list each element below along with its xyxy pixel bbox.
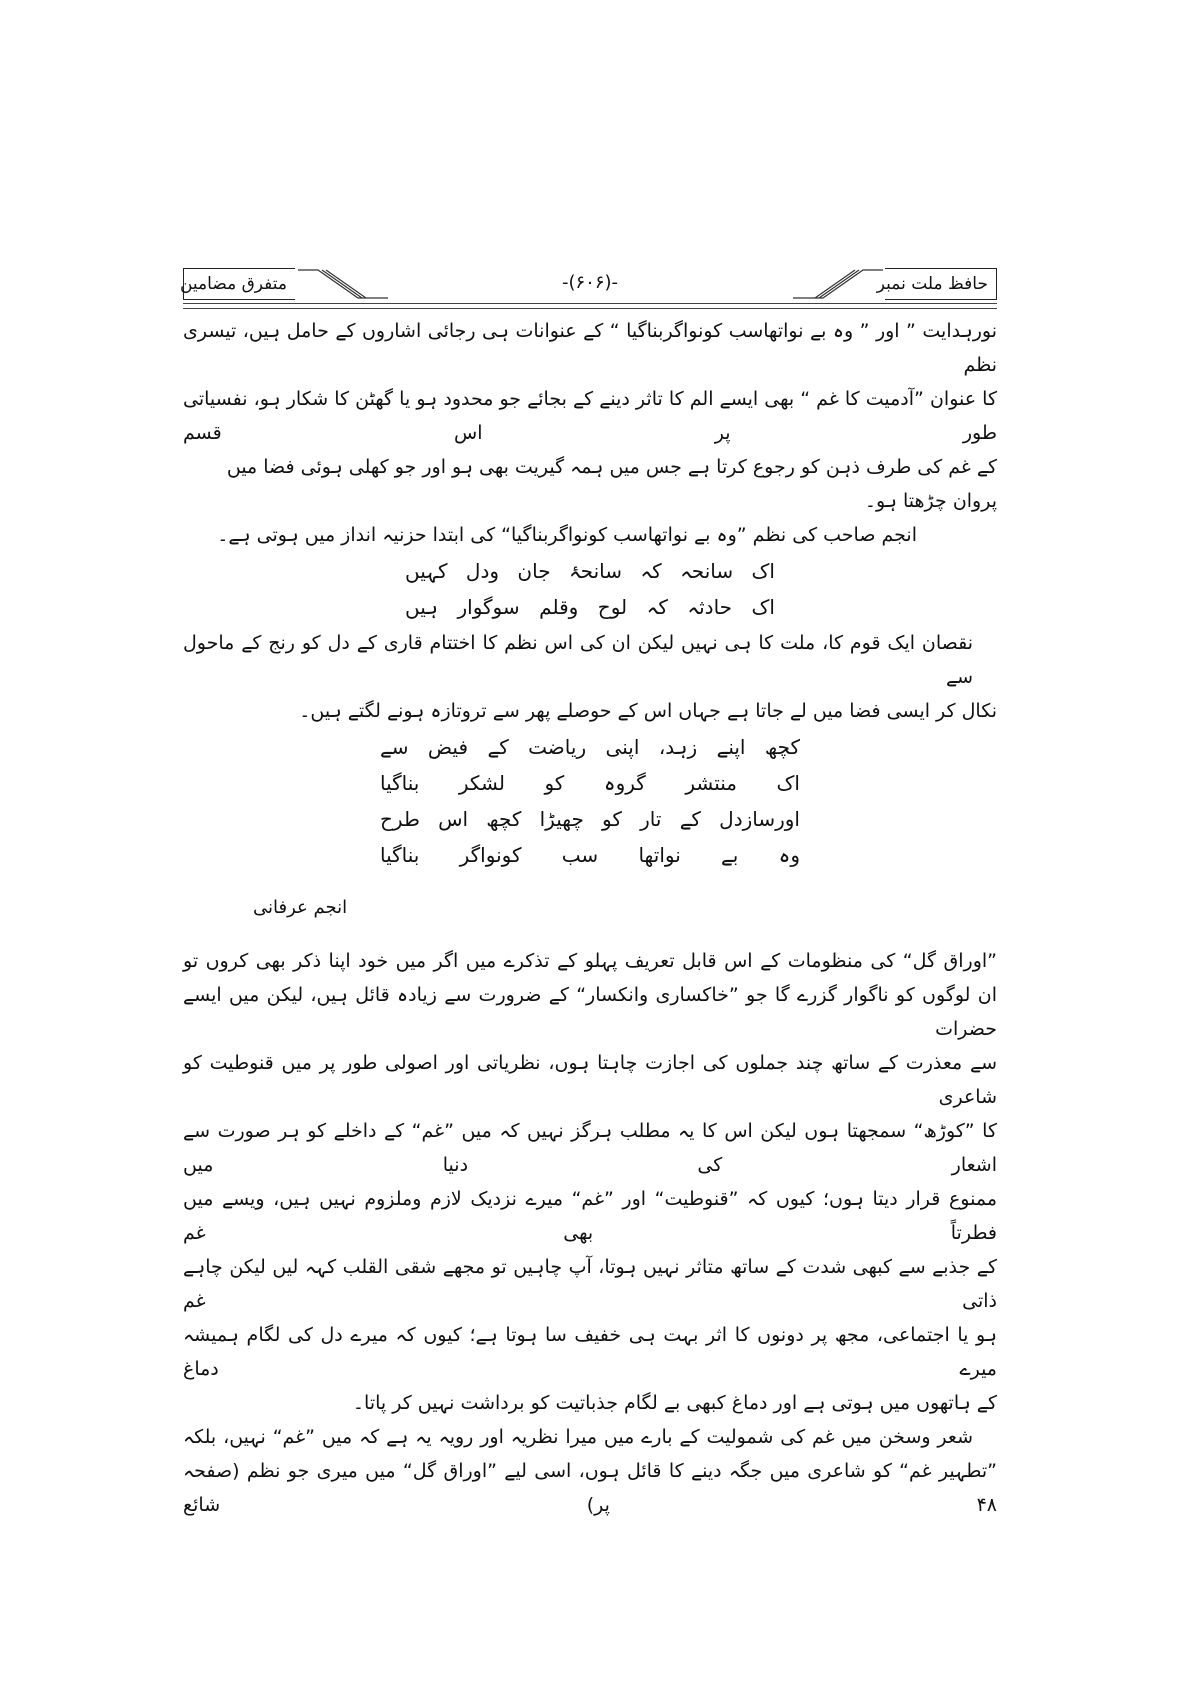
verse-line: اک حادثہ کہ لوح وقلم سوگوار ہیں bbox=[405, 595, 775, 619]
verse-line: اک سانحہ کہ سانحۂ جان ودل کہیں bbox=[405, 559, 775, 583]
verse-line: وہ بے نواتھا سب کونواگر بناگیا bbox=[380, 843, 800, 867]
paragraph-line: سے معذرت کے ساتھ چند جملوں کی اجازت چاہتا ہوں، نظریاتی اور اصولی طور پر میں قنوطیت کو شاعری bbox=[183, 1052, 997, 1108]
paragraph-line: نقصان ایک قوم کا، ملت کا ہی نہیں لیکن ان کی اس نظم کا اختتام قاری کے دل کو رنج کے ماحول سے bbox=[183, 632, 973, 688]
paragraph-line: ہو یا اجتماعی، مجھ پر دونوں کا اثر بہت ہی خفیف سا ہوتا ہے؛ کیوں کہ میرے دل کی لگام ہمیشہ میرے دماغ bbox=[183, 1324, 997, 1380]
paragraph-line: نکال کر ایسی فضا میں لے جاتا ہے جہاں اس کے حوصلے پھر سے تروتازہ ہونے لگتے ہیں۔ bbox=[299, 700, 997, 722]
journal-title: حافظ ملت نمبر bbox=[876, 274, 988, 294]
poet-signature: انجم عرفانی bbox=[253, 897, 348, 918]
paragraph-line: ”اوراق گل“ کی منظومات کے اس قابل تعریف پہلو کے تذکرے میں اگر میں خود اپنا ذکر بھی کروں تو bbox=[183, 950, 997, 972]
section-title: متفرق مضامین bbox=[179, 274, 287, 294]
paragraph-line: کا ”کوڑھ“ سمجھتا ہوں لیکن اس کا یہ مطلب ہرگز نہیں کہ میں ”غم“ کے داخلے کو ہر صورت سے اشعار کی دنیا میں bbox=[183, 1120, 997, 1176]
header-rule bbox=[183, 303, 997, 309]
journal-title-box bbox=[876, 268, 997, 300]
paragraph-line: کے جذبے سے کبھی شدت کے ساتھ متاثر نہیں ہوتا، آپ چاہیں تو مجھے شقی القلب کہہ لیں لیکن چاہے ذاتی غم bbox=[183, 1256, 997, 1312]
paragraph-line: شعر وسخن میں غم کی شمولیت کے بارے میں میرا نظریہ اور رویہ یہ ہے کہ میں ”غم“ نہیں، بلکہ bbox=[183, 1426, 973, 1448]
paragraph-line: ممنوع قرار دیتا ہوں؛ کیوں کہ ”قنوطیت“ اور ”غم“ میرے نزدیک لازم وملزوم نہیں ہیں، ویسے میں فطرتاً بھی غم bbox=[183, 1188, 997, 1244]
paragraph-line: ”تطہیر غم“ کو شاعری میں جگہ دینے کا قائل ہوں، اسی لیے ”اوراق گل“ میں میری جو نظم (صفحہ ۴۸ پر) شائع bbox=[183, 1460, 997, 1516]
paragraph-line: کے ہاتھوں میں ہوتی ہے اور دماغ کبھی بے لگام جذباتیت کو برداشت نہیں کر پاتا۔ bbox=[352, 1392, 997, 1414]
header-ornament-left bbox=[298, 268, 388, 300]
paragraph-line: کا عنوان ”آدمیت کا غم “ بھی ایسے الم کا تاثر دینے کے بجائے جو محدود ہو یا گھٹن کا شکار ہو، نفسیاتی طور پر اس قسم bbox=[183, 388, 997, 444]
page-header bbox=[179, 268, 997, 302]
section-title-box bbox=[179, 268, 295, 300]
verse-line: اک منتشر گروہ کو لشکر بناگیا bbox=[380, 771, 800, 795]
paragraph-line: نورہدایت ” اور ” وہ بے نواتھاسب کونواگربناگیا “ کے عنوانات ہی رجائی اشاروں کے حامل ہیں، تیسری نظم bbox=[183, 320, 997, 376]
page-body bbox=[183, 314, 997, 1522]
verse-line: کچھ اپنے زہد، اپنی ریاضت کے فیض سے bbox=[380, 735, 800, 759]
paragraph-line: ان لوگوں کو ناگوار گزرے گا جو ”خاکساری وانکسار“ کے ضرورت سے زیادہ قائل ہیں، لیکن میں ایسے حضرات bbox=[183, 984, 997, 1040]
verse-line: اورسازدل کے تار کو چھیڑا کچھ اس طرح bbox=[380, 807, 800, 831]
paragraph-line: انجم صاحب کی نظم ”وہ بے نواتھاسب کونواگربناگیا“ کی ابتدا حزنیہ انداز میں ہوتی ہے۔ bbox=[217, 524, 917, 546]
header-ornament-right bbox=[793, 268, 883, 300]
paragraph-line: کے غم کی طرف ذہن کو رجوع کرتا ہے جس میں ہمہ گیریت بھی ہو اور جو کھلی ہوئی فضا میں پروان چڑھتا ہو۔ bbox=[226, 456, 997, 512]
page-number: -(۶۰۶)- bbox=[561, 272, 619, 293]
